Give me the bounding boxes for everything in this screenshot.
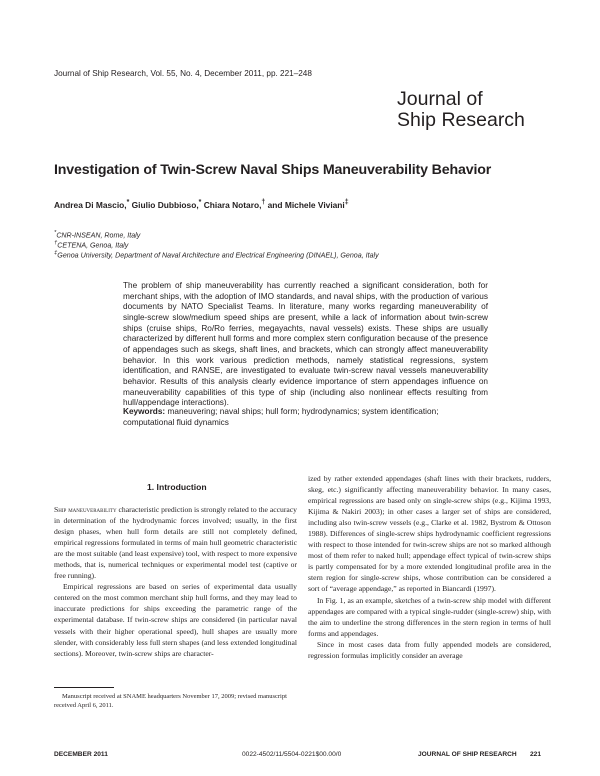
keywords bbox=[123, 407, 488, 428]
author-mark: † bbox=[261, 199, 266, 206]
author-mark: * bbox=[126, 199, 130, 206]
paragraph: Since in most cases data from fully appended models are considered, regression formulas implicitly consider an average bbox=[308, 639, 551, 660]
affiliation: †CETENA, Genoa, Italy bbox=[54, 240, 129, 250]
affiliation: *CNR-INSEAN, Rome, Italy bbox=[54, 230, 141, 240]
journal-citation: Journal of Ship Research, Vol. 55, No. 4, December 2011, pp. 221–248 bbox=[54, 69, 312, 78]
keywords-text: maneuvering; naval ships; hull form; hydrodynamics; system identification; computational fluid dynamics bbox=[123, 407, 439, 427]
paragraph: ized by rather extended appendages (shaft lines with their brackets, rudders, skeg, etc.) significantly affecting maneuverability behavior. In many cases, empirical regressions are based only on single-screw ships (e.g., Kijima 1993, Kijima & Nakiri 2003); in other cases a larger set of ships are considered, including also twin-screw vessels (e.g., Clarke et al. 1982, Bystrom & Ottoson 1988). Differences of single-screw ships hydrodynamic coefficient regressions with respect to those intended for twin-screw ships are not so marked although most of them refer to naked hull; appendage effect typical of twin-screw ships is partly compensated for by a more extended longitudinal profile area in the stern region for single-screw ships, whose contribution can be considered a sort of “average appendage,” as reported in Biancardi (1997). bbox=[308, 474, 551, 594]
section-heading: 1. Introduction bbox=[147, 482, 207, 492]
lead-in: Ship maneuverability bbox=[54, 505, 117, 514]
paragraph: Empirical regressions are based on series of experimental data usually centered on the most common merchant ship hull forms, and they may lead to inaccurate predictions for ships exceeding the parametric range of the experimental database. If twin-screw ships are considered (in particular naval vessels with their higher operational speed), hull shapes are usually more slender, with considerably less full stern shapes (and less extended longitudinal sections). Moreover, twin-screw ships are character- bbox=[54, 582, 297, 658]
author-name: Giulio Dubbioso, bbox=[131, 199, 199, 210]
article-title: Investigation of Twin-Screw Naval Ships Maneuverability Behavior bbox=[54, 162, 492, 178]
footer-date: DECEMBER 2011 bbox=[54, 751, 108, 758]
abstract: The problem of ship maneuverability has currently reached a significant consideration, both for merchant ships, with the adoption of IMO standards, and naval ships, with the production of various documents by NATO Specialist Teams. In literature, many works regarding maneuverability of single-screw slow/medium speed ships are present, while a lack of information about twin-screw ships (cruise ships, Ro/Ro ferries, megayachts, naval vessels) exists. These ships are usually characterized by different hull forms and more complex stern configuration because of the presence of appendages such as skegs, shaft lines, and brackets, which can strongly affect maneuverability behavior. In this work various prediction methods, namely statistical regressions, system identification, and RANSE, are investigated to evaluate twin-screw naval vessels maneuverability behavior. Results of this analysis clearly evidence importance of stern appendages influence on maneuverability capabilities of this type of ship (including also nonlinear effects resulting from hull/appendage interactions). bbox=[123, 281, 488, 408]
journal-masthead bbox=[397, 89, 557, 131]
footnote-divider bbox=[54, 687, 114, 688]
body-column-left bbox=[54, 504, 297, 659]
body-column-right bbox=[308, 473, 551, 661]
footer-journal: JOURNAL OF SHIP RESEARCH bbox=[418, 751, 517, 758]
keywords-label: Keywords: bbox=[123, 407, 166, 416]
footnote: Manuscript received at SNAME headquarters November 17, 2009; revised manuscript received April 6, 2011. bbox=[54, 693, 287, 709]
author-mark: * bbox=[198, 199, 202, 206]
author-name: Andrea Di Mascio, bbox=[54, 199, 127, 210]
page-number: 221 bbox=[530, 751, 542, 758]
footer-issn: 0022-4502/11/5504-0221$00.00/0 bbox=[242, 751, 342, 758]
paragraph: In Fig. 1, as an example, sketches of a twin-screw ship model with different appendages are compared with a typical single-rudder (single-screw) ship, with the aim to underline the strong differences in the stern region in terms of hull forms and appendages. bbox=[308, 595, 551, 638]
paragraph: Ship maneuverability characteristic prediction is strongly related to the accuracy in determination of the hydrodynamic forces involved; usually, in the first design phases, when hull form details are still not completely defined, empirical regressions formulated in terms of main hull geometric characteristic are the most suitable (and least expensive) tool, with respect to more expensive methods, that is, numerical techniques or experimental model test (captive or free running). bbox=[54, 505, 297, 581]
author-name: Chiara Notaro, bbox=[203, 199, 262, 210]
author-name: and Michele Viviani bbox=[267, 199, 345, 210]
author-mark: ‡ bbox=[344, 199, 349, 206]
journal-name-line-1: Journal of bbox=[397, 88, 483, 110]
journal-name-line-2: Ship Research bbox=[397, 109, 525, 131]
affiliation: ‡Genoa University, Department of Naval Architecture and Electrical Engineering (DINAEL), Genoa, Italy bbox=[54, 250, 379, 260]
author-list bbox=[54, 199, 349, 210]
